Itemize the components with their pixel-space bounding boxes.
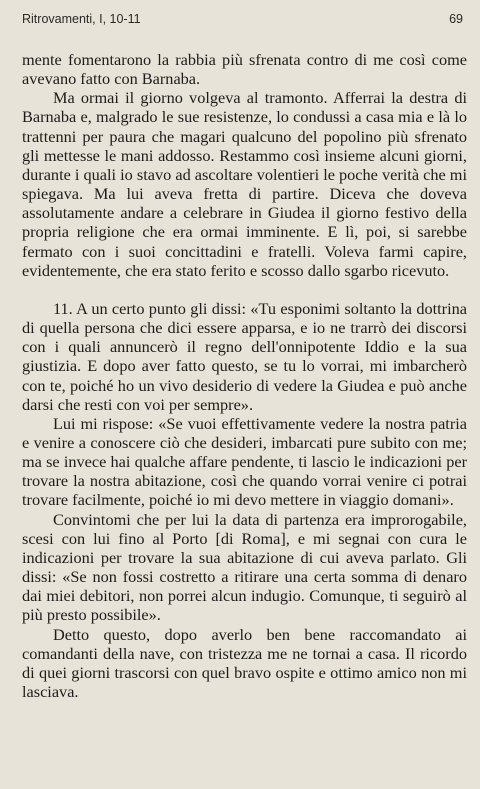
running-head [22,12,467,26]
paragraph-return-home: Detto questo, dopo averlo ben bene raccomandato ai comandanti della nave, con tristezza me ne tornai a casa. Il ricordo di quei giorni trascorsi con quel bravo ospite e ottimo amico non mi lasciava. [22,624,467,701]
paragraph-sunset: Ma ormai il giorno volgeva al tramonto. Afferrai la destra di Barnaba e, malgrado le sue resistenze, lo condussi a casa mia e là lo trattenni per paura che magari qualcuno del popolino più sfrenato gli mettesse le mani addosso. Restammo così insieme alcuni giorni, durante i quali io stavo ad ascoltare volentieri le poche verità che mi spiegava. Ma lui aveva fretta di partire. Diceva che doveva assolutamente andare a celebrare in Giudea il giorno festivo della propria religione che era ormai imminente. E lì, poi, si sarebbe fermato con i suoi concittadini e fratelli. Voleva farmi capire, evidentemente, che era stato ferito e scosso dallo sgarbo ricevuto. [22,88,467,280]
page-number: 69 [449,12,463,26]
body-text [22,50,467,701]
paragraph-section-11: 11. A un certo punto gli dissi: «Tu esponimi soltanto la dottrina di quella persona che dici essere apparsa, e io ne trarrò dei discorsi con i quali annuncerò il regno dell'onnipotente Iddio e la sua giustizia. E dopo aver fatto questo, se tu lo vorrai, mi imbarcherò con te, poiché ho un vivo desiderio di vedere la Giudea e può anche darsi che resti con voi per sempre». [22,298,467,414]
paragraph-continuation: mente fomentarono la rabbia più sfrenata contro di me così come avevano fatto con Barnaba. [22,50,467,89]
paragraph-reply: Lui mi rispose: «Se vuoi effettivamente vedere la nostra patria e venire a conoscere ciò che desideri, imbarcati pure subito con me; ma se invece hai qualche affare pendente, ti lascio le indicazioni per trovare la nostra abitazione, così che quando vorrai venire ci potrai trovare facilmente, poiché io mi devo mettere in viaggio domani». [22,413,467,510]
paragraph-departure: Convintomi che per lui la data di partenza era improrogabile, scesi con lui fino al Porto [di Roma], e mi segnai con cura le indicazioni per trovare la sua abitazione di cui aveva parlato. Gli dissi: «Se non fossi costretto a ritirare una certa somma di denaro dai miei debitori, non porrei alcun indugio. Comunque, ti seguirò al più presto possibile». [22,509,467,625]
running-title: Ritrovamenti, I, 10-11 [22,12,141,26]
